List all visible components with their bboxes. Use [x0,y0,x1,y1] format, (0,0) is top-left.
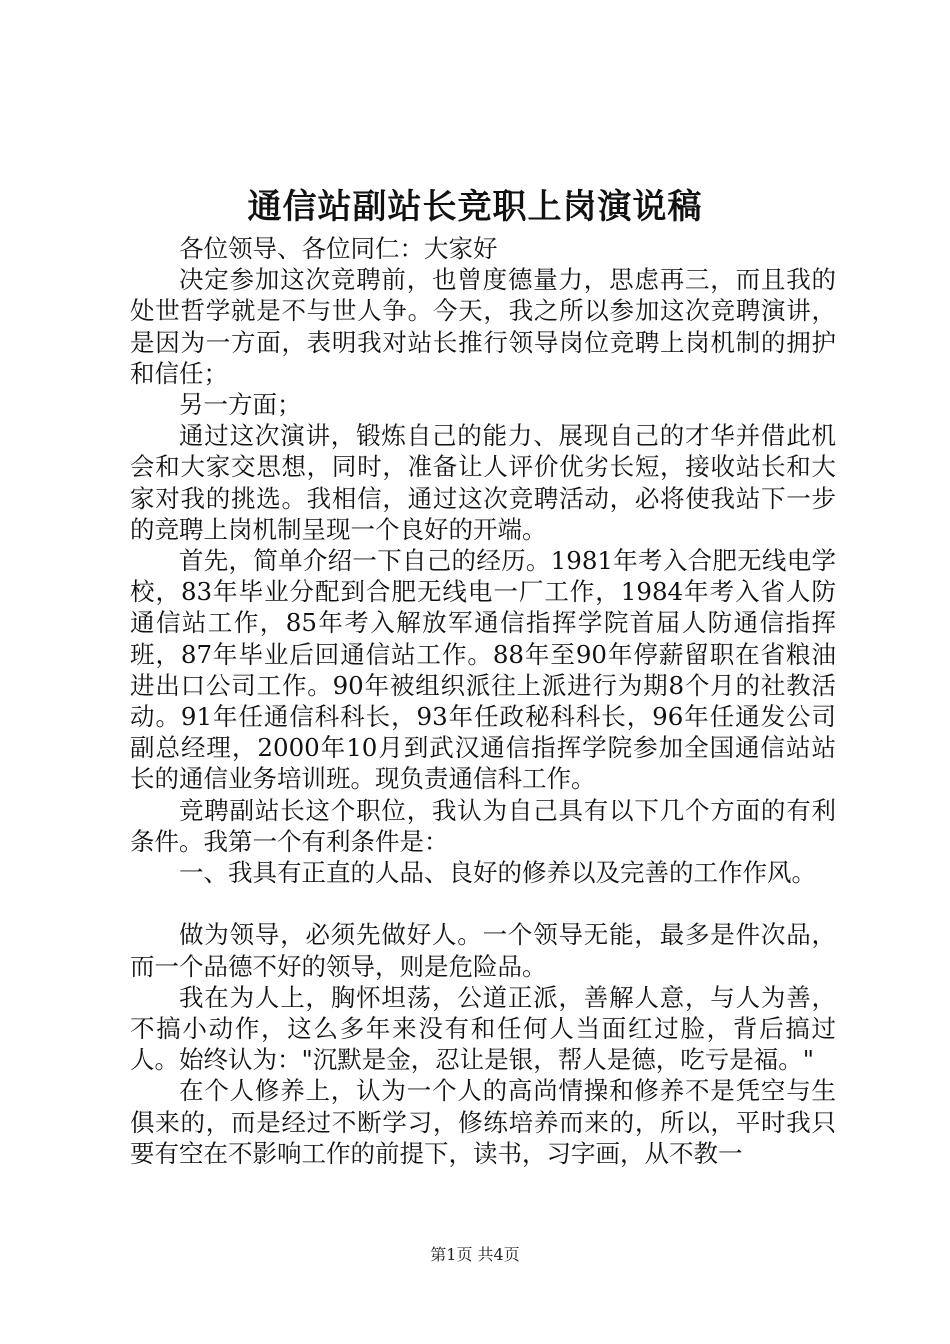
paragraph: 我在为人上，胸怀坦荡，公道正派，善解人意，与人为善，不搞小动作，这么多年来没有和任何人当面红过脸，背后搞过人。始终认为："沉默是金，忍让是银，帮人是德，吃亏是福。" [130,982,836,1075]
page-footer: 第1页 共4页 [430,1245,520,1264]
paragraph-section-heading: 一、我具有正直的人品、良好的修养以及完善的工作作风。 [179,858,816,888]
paragraph-experience: 首先，简单介绍一下自己的经历。1981年考入合肥无线电学校，83年毕业分配到合肥无线电一厂工作，1984年考入省人防通信站工作，85年考入解放军通信指挥学院首届人防通信指挥班，87年毕业后回通信站工作。88年至90年停薪留职在省粮油进出口公司工作。90年被组织派往上派进行为期8个月的社教活动。91年任通信科科长，93年任政秘科科长，96年任通发公司副总经理，2000年10月到武汉通信指挥学院参加全国通信站站长的通信业务培训班。现负责通信科工作。 [130,546,836,794]
document-title: 通信站副站长竞职上岗演说稿 [247,187,703,227]
paragraph: 决定参加这次竞聘前，也曾度德量力，思虑再三，而且我的处世哲学就是不与世人争。今天，我之所以参加这次竞聘演讲，是因为一方面，表明我对站长推行领导岗位竞聘上岗机制的拥护和信任； [130,265,836,388]
paragraph: 做为领导，必须先做好人。一个领导无能，最多是件次品，而一个品德不好的领导，则是危险品。 [130,920,836,981]
document-body [130,233,836,1169]
paragraph: 竞聘副站长这个职位，我认为自己具有以下几个方面的有利条件。我第一个有利条件是： [130,795,836,856]
paragraph: 通过这次演讲，锻炼自己的能力、展现自己的才华并借此机会和大家交思想，同时，准备让人评价优劣长短，接收站长和大家对我的挑选。我相信，通过这次竞聘活动，必将使我站下一步的竞聘上岗机制呈现一个良好的开端。 [130,421,836,544]
paragraph-greeting: 各位领导、各位同仁：大家好 [179,234,498,263]
paragraph: 在个人修养上，认为一个人的高尚情操和修养不是凭空与生俱来的，而是经过不断学习，修练培养而来的，所以，平时我只要有空在不影响工作的前提下，读书，习字画，从不教一 [130,1076,836,1168]
blank-line [130,888,836,919]
paragraph: 另一方面； [179,390,302,420]
